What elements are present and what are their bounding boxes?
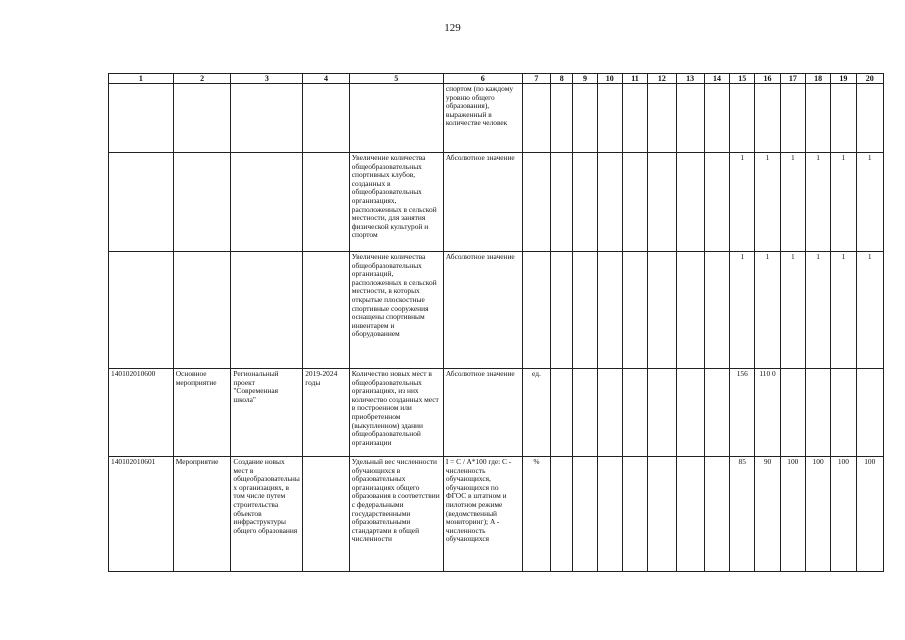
cell-name: Создание новых мест в общеобразовательных организациях, в том числе путем строительства объектов инфраструктуры общего образования xyxy=(231,457,303,572)
cell-indicator: Увеличение количества общеобразовательных организаций, расположенных в сельской местности, в которых открытые плоскостные спортивные сооружения оснащены спортивным инвентарем и оборудованием xyxy=(349,252,443,369)
cell-unit xyxy=(522,84,550,153)
cell-indicator: Удельный вес численности обучающихся в образовательных организациях общего образования в соответствии с федеральными государственными образовательными стандартами в общей численности xyxy=(349,457,443,572)
cell-value xyxy=(704,84,729,153)
cell-value xyxy=(597,153,622,252)
cell-unit xyxy=(522,153,550,252)
cell-unit: % xyxy=(522,457,550,572)
cell-name xyxy=(231,84,303,153)
column-header: 11 xyxy=(622,74,647,84)
cell-value xyxy=(648,252,676,369)
cell-code xyxy=(109,153,174,252)
cell-value xyxy=(597,457,622,572)
cell-method: I = C / A*100 где: C - численность обучающихся, обучающихся по ФГОС в штатном и пилотном режиме (ведомственный мониторинг); A - численность обучающихся xyxy=(443,457,522,572)
cell-value xyxy=(573,153,597,252)
cell-indicator xyxy=(349,84,443,153)
cell-period: 2019-2024 годы xyxy=(303,369,350,457)
cell-value xyxy=(622,457,647,572)
header-row xyxy=(109,74,884,84)
cell-value: 1 xyxy=(831,153,856,252)
cell-value xyxy=(831,369,856,457)
cell-value: 1 xyxy=(730,153,755,252)
cell-value xyxy=(805,84,830,153)
cell-value xyxy=(676,84,704,153)
column-header: 15 xyxy=(730,74,755,84)
cell-type: Основное мероприятие xyxy=(173,369,231,457)
cell-period xyxy=(303,84,350,153)
cell-value xyxy=(648,369,676,457)
cell-value xyxy=(551,457,573,572)
cell-value xyxy=(551,84,573,153)
cell-value xyxy=(648,84,676,153)
cell-value xyxy=(805,369,830,457)
cell-value xyxy=(622,153,647,252)
table-row xyxy=(109,457,884,572)
cell-value xyxy=(704,457,729,572)
cell-value xyxy=(676,153,704,252)
cell-unit xyxy=(522,252,550,369)
column-header: 5 xyxy=(349,74,443,84)
column-header: 19 xyxy=(831,74,856,84)
cell-value: 1 xyxy=(755,153,780,252)
column-header: 8 xyxy=(551,74,573,84)
column-header: 1 xyxy=(109,74,174,84)
cell-value: 90 xyxy=(755,457,780,572)
cell-indicator: Количество новых мест в общеобразовательных организациях, из них количество созданных мест в построенном или приобретенном (выкупленном) здании общеобразовательной организации xyxy=(349,369,443,457)
indicators-table xyxy=(108,73,884,572)
column-header: 9 xyxy=(573,74,597,84)
cell-value xyxy=(648,153,676,252)
cell-method: Абсолютное значение xyxy=(443,369,522,457)
column-header: 4 xyxy=(303,74,350,84)
cell-value xyxy=(676,252,704,369)
cell-value: 156 xyxy=(730,369,755,457)
cell-value: 1 xyxy=(780,252,805,369)
cell-type xyxy=(173,153,231,252)
cell-value: 100 xyxy=(805,457,830,572)
cell-value xyxy=(597,252,622,369)
column-header: 18 xyxy=(805,74,830,84)
cell-value xyxy=(676,369,704,457)
cell-value xyxy=(573,457,597,572)
cell-unit: ед. xyxy=(522,369,550,457)
column-header: 17 xyxy=(780,74,805,84)
table-row xyxy=(109,369,884,457)
column-header: 10 xyxy=(597,74,622,84)
table-row xyxy=(109,252,884,369)
cell-indicator: Увеличение количества общеобразовательных спортивных клубов, созданных в общеобразовательных организациях, расположенных в сельской местности, для занятия физической культурой и спортом xyxy=(349,153,443,252)
cell-value xyxy=(704,153,729,252)
column-header: 16 xyxy=(755,74,780,84)
table-row xyxy=(109,84,884,153)
cell-code xyxy=(109,84,174,153)
cell-value xyxy=(730,84,755,153)
cell-value: 1 xyxy=(730,252,755,369)
cell-value xyxy=(551,369,573,457)
cell-method: Абсолютное значение xyxy=(443,252,522,369)
cell-value: 100 xyxy=(856,457,883,572)
cell-value xyxy=(551,153,573,252)
cell-method: Абсолютное значение xyxy=(443,153,522,252)
cell-value xyxy=(597,369,622,457)
cell-value: 1 xyxy=(831,252,856,369)
cell-name xyxy=(231,252,303,369)
cell-value xyxy=(648,457,676,572)
cell-value: 85 xyxy=(730,457,755,572)
cell-value xyxy=(573,369,597,457)
page-number: 129 xyxy=(444,22,461,34)
cell-value xyxy=(780,84,805,153)
column-header: 12 xyxy=(648,74,676,84)
cell-value xyxy=(704,252,729,369)
column-header: 20 xyxy=(856,74,883,84)
column-header: 7 xyxy=(522,74,550,84)
cell-period xyxy=(303,252,350,369)
cell-value: 1 xyxy=(856,252,883,369)
cell-value xyxy=(856,84,883,153)
cell-value xyxy=(597,84,622,153)
cell-type xyxy=(173,84,231,153)
cell-value: 1 xyxy=(805,153,830,252)
column-header: 3 xyxy=(231,74,303,84)
cell-code: 140102010601 xyxy=(109,457,174,572)
cell-code xyxy=(109,252,174,369)
cell-value xyxy=(622,252,647,369)
cell-type xyxy=(173,252,231,369)
cell-value xyxy=(622,84,647,153)
cell-value xyxy=(551,252,573,369)
cell-value xyxy=(622,369,647,457)
cell-value xyxy=(573,84,597,153)
cell-type: Мероприятие xyxy=(173,457,231,572)
cell-value: 1 xyxy=(856,153,883,252)
cell-period xyxy=(303,457,350,572)
cell-value xyxy=(573,252,597,369)
table-row xyxy=(109,153,884,252)
column-header: 13 xyxy=(676,74,704,84)
cell-name xyxy=(231,153,303,252)
cell-code: 140102010600 xyxy=(109,369,174,457)
cell-value xyxy=(704,369,729,457)
cell-value: 100 xyxy=(780,457,805,572)
cell-value: 100 xyxy=(831,457,856,572)
column-header: 6 xyxy=(443,74,522,84)
cell-value: 1 xyxy=(805,252,830,369)
cell-name: Региональный проект "Современная школа" xyxy=(231,369,303,457)
cell-value xyxy=(755,84,780,153)
cell-value: 1 xyxy=(755,252,780,369)
cell-value: 1 xyxy=(780,153,805,252)
cell-value xyxy=(676,457,704,572)
column-header: 14 xyxy=(704,74,729,84)
cell-value xyxy=(856,369,883,457)
cell-method: спортом (по каждому уровню общего образования), выраженный в количестве человек xyxy=(443,84,522,153)
column-header: 2 xyxy=(173,74,231,84)
cell-value: 110 0 xyxy=(755,369,780,457)
cell-value xyxy=(831,84,856,153)
cell-value xyxy=(780,369,805,457)
cell-period xyxy=(303,153,350,252)
